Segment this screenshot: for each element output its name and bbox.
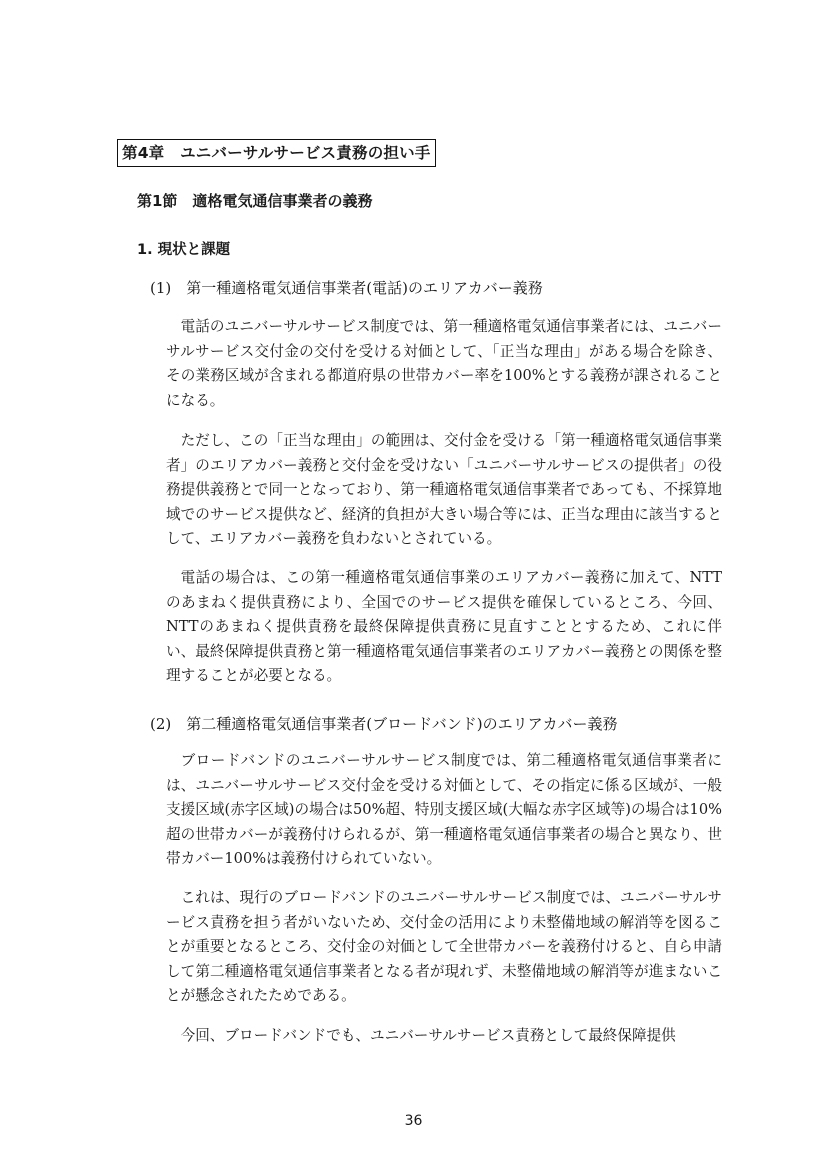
item-1-paragraph-1: 電話のユニバーサルサービス制度では、第一種適格電気通信事業者には、ユニバーサルサービス交付金の交付を受ける対価として、「正当な理由」がある場合を除き、その業務区域が含まれる都道府県の世帯カバー率を100%とする義務が課されることになる。 [166,318,722,409]
item-1-paragraph-3: 電話の場合は、この第一種適格電気通信事業のエリアカバー義務に加えて、NTTのあまねく提供責務により、全国でのサービス提供を確保しているところ、今回、NTTのあまねく提供責務を最終保障提供責務に見直すこととするため、これに伴い、最終保障提供責務と第一種適格電気通信事業者のエリアカバー義務との関係を整理することが必要となる。 [166,569,722,684]
item-2-paragraph-1: ブロードバンドのユニバーサルサービス制度では、第二種適格電気通信事業者には、ユニバーサルサービス交付金を受ける対価として、その指定に係る区域が、一般支援区域(赤字区域)の場合は50%超、特別支援区域(大幅な赤字区域等)の場合は10%超の世帯カバーが義務付けられるが、第一種適格電気通信事業者の場合と異なり、世帯カバー100%は義務付けられていない。 [166,752,722,867]
item-2-heading: (2) 第二種適格電気通信事業者(ブロードバンド)のエリアカバー義務 [150,715,618,733]
item-1-heading: (1) 第一種適格電気通信事業者(電話)のエリアカバー義務 [150,279,543,297]
item-2-paragraph-3: 今回、ブロードバンドでも、ユニバーサルサービス責務として最終保障提供 [180,1027,676,1044]
subsection-title: 1. 現状と課題 [137,242,231,258]
item-1-paragraph-2: ただし、この「正当な理由」の範囲は、交付金を受ける「第一種適格電気通信事業者」のエリアカバー義務と交付金を受けない「ユニバーサルサービスの提供者」の役務提供義務とで同一となっており、第一種適格電気通信事業者であっても、不採算地域でのサービス提供など、経済的負担が大きい場合等には、正当な理由に該当するとして、エリアカバー義務を負わないとされている。 [166,432,722,547]
page-number: 36 [404,1113,423,1129]
item-2-paragraph-2: これは、現行のブロードバンドのユニバーサルサービス制度では、ユニバーサルサービス責務を担う者がいないため、交付金の活用により未整備地域の解消等を図ることが重要となるところ、交付金の対価として全世帯カバーを義務付けると、自ら申請して第二種適格電気通信事業者となる者が現れず、未整備地域の解消等が進まないことが懸念されたためである。 [166,889,722,1004]
chapter-title: 第4章 ユニバーサルサービス責務の担い手 [117,139,436,167]
section-title: 第1節 適格電気通信事業者の義務 [137,192,373,210]
